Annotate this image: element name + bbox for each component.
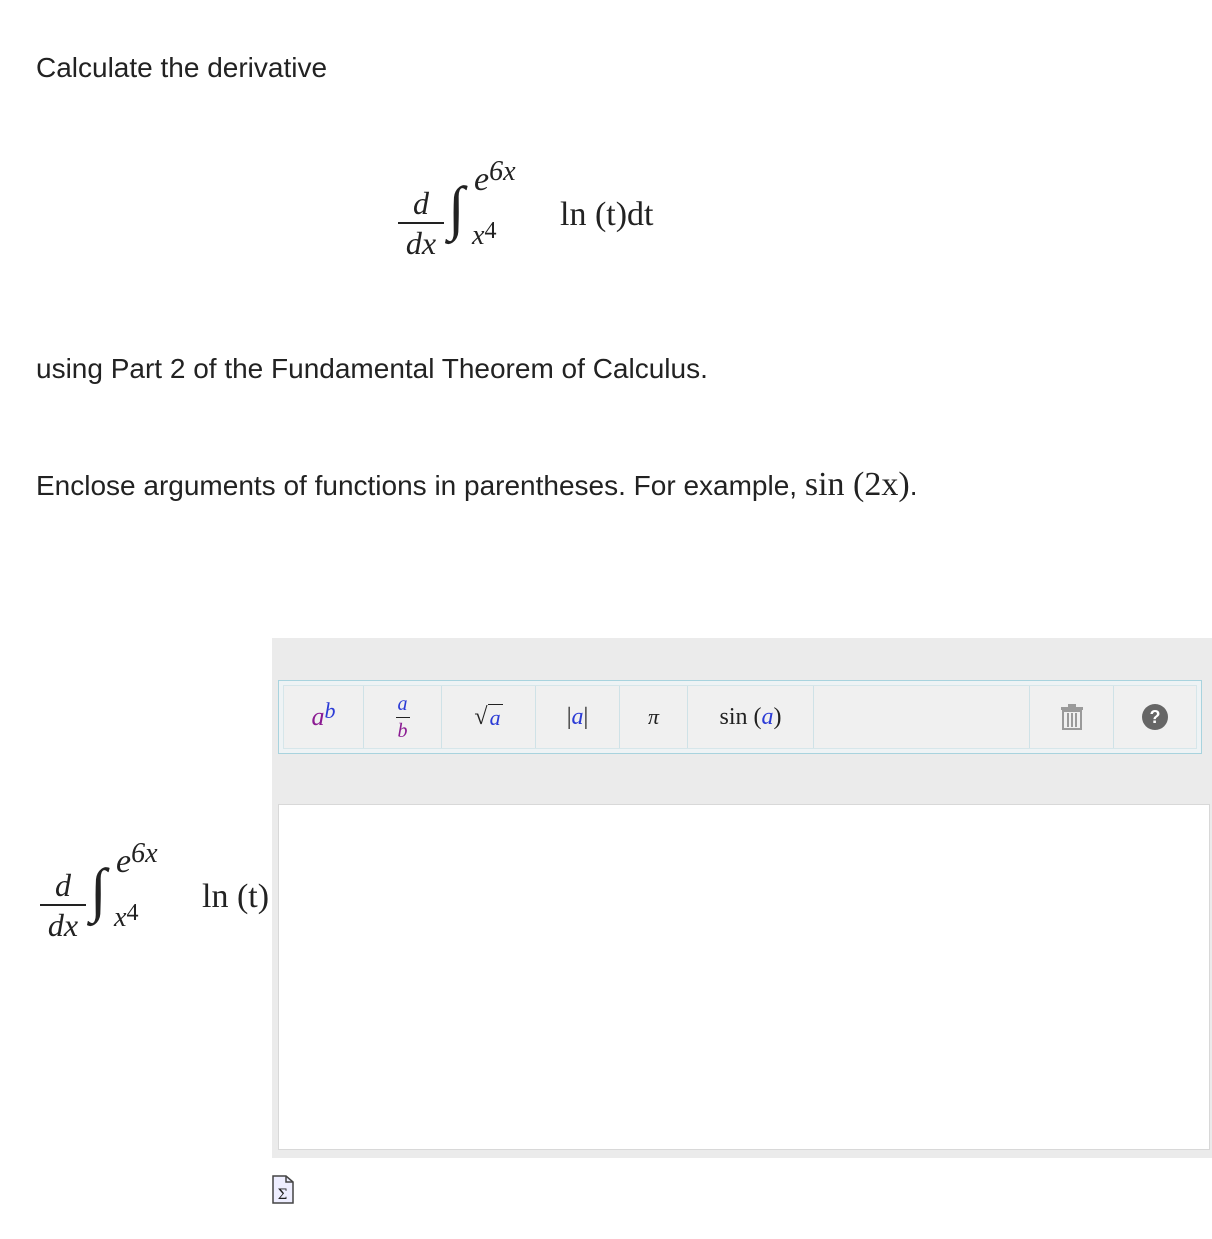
derivative-operator: d dx xyxy=(398,186,444,260)
math-toolbar xyxy=(278,680,1202,754)
integrand: ln (t)dt xyxy=(560,196,654,233)
clear-button[interactable] xyxy=(1030,686,1114,748)
preview-lower-limit: $x^4$ xyxy=(114,900,139,933)
preview-derivative-operator: d dx xyxy=(40,868,86,942)
prompt-line-2: using Part 2 of the Fundamental Theorem of Calculus. xyxy=(36,353,708,384)
prompt-line-1: Calculate the derivative xyxy=(36,52,328,83)
fraction-button[interactable]: a b xyxy=(364,686,442,748)
toolbar-spacer xyxy=(814,686,1030,748)
sqrt-button[interactable]: √ a xyxy=(442,686,536,748)
prompt-line-3: Enclose arguments of functions in parentheses. For example, sin (2x). xyxy=(36,466,918,503)
preview-upper-limit: $e^{6x}$ xyxy=(116,838,158,880)
question-preview xyxy=(36,838,272,968)
lower-limit: $x^4$ xyxy=(472,218,497,251)
example-math: sin (2x) xyxy=(804,466,910,503)
sin-button[interactable]: sin ( a ) xyxy=(688,686,814,748)
pi-button[interactable]: π xyxy=(620,686,688,748)
abs-button[interactable]: | a | xyxy=(536,686,620,748)
preview-expression xyxy=(40,838,272,964)
sigma-icon[interactable] xyxy=(272,1172,294,1204)
trash-icon xyxy=(1059,703,1085,731)
equation-editor xyxy=(272,638,1212,1158)
derivative-expression xyxy=(398,156,698,282)
help-button[interactable] xyxy=(1114,686,1196,748)
svg-text:Σ: Σ xyxy=(277,1187,288,1203)
help-icon: ? xyxy=(1142,704,1168,730)
answer-input[interactable] xyxy=(278,804,1210,1150)
preview-integral-sign: ∫ xyxy=(90,857,107,923)
power-button[interactable]: a $^b$ xyxy=(284,686,364,748)
integral-sign: ∫ xyxy=(448,175,465,241)
upper-limit: $e^{6x}$ xyxy=(474,156,516,198)
preview-integrand: ln (t) xyxy=(202,878,270,915)
